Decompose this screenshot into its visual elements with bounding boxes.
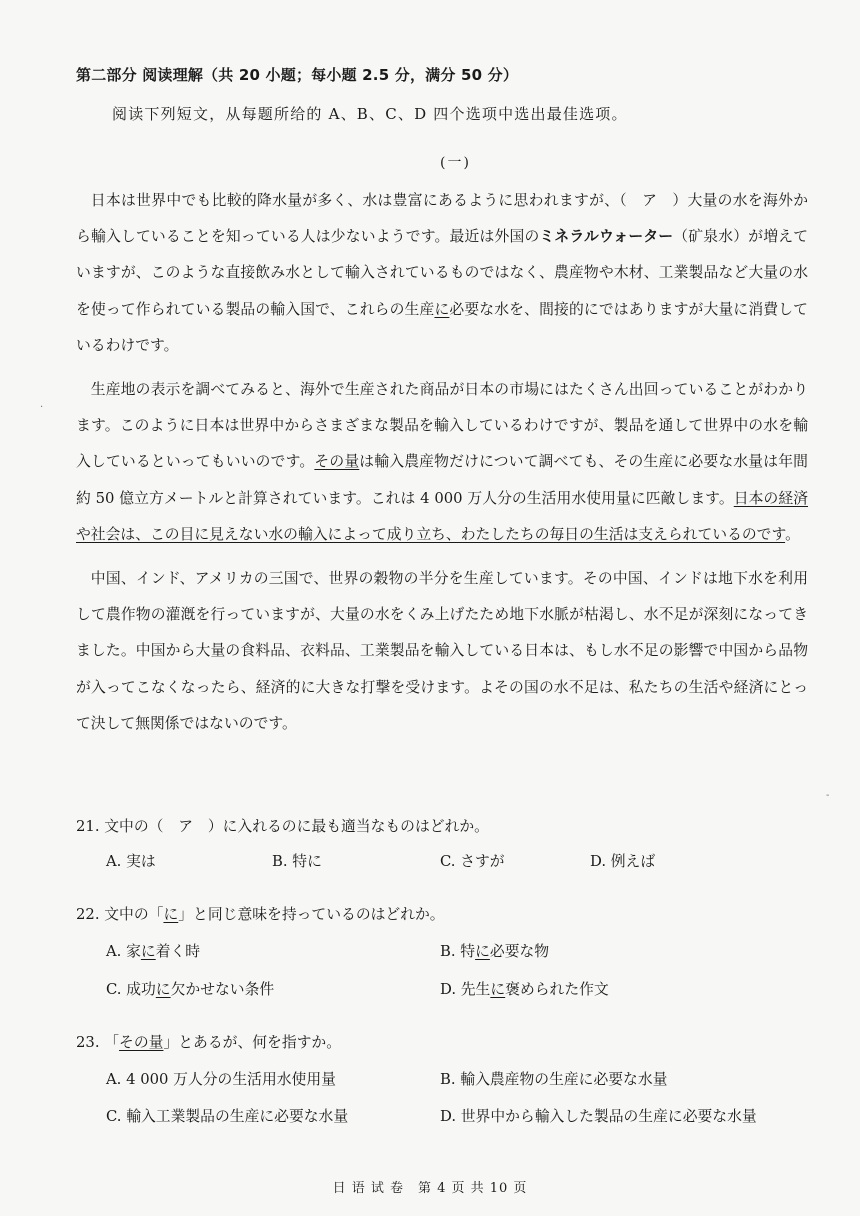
q21-option-b[interactable]: B. 特に: [272, 853, 322, 870]
section-title: 第二部分 阅读理解（共 20 小题；每小题 2.5 分，满分 50 分）: [76, 66, 519, 84]
mineral-water-term: ミネラルウォーター: [539, 228, 674, 246]
q21-option-d[interactable]: D. 例えば: [590, 853, 656, 870]
scan-speck: ·: [40, 402, 44, 413]
underlined-sono-ryou: その量: [314, 453, 360, 471]
underlined-ni: に: [434, 300, 450, 318]
underlined-sentence: 日本の経済や社会は、この目に見えない水の輸入によって成り立ち、わたしたちの毎日の生活は支えられているのです: [76, 489, 808, 543]
q23-option-a[interactable]: A. 4 000 万人分の生活用水使用量: [106, 1071, 336, 1088]
q23-option-d[interactable]: D. 世界中から輸入した製品の生産に必要な水量: [440, 1108, 757, 1125]
q22-option-a[interactable]: A. 家に着く時: [106, 943, 201, 960]
question-21-stem: 21. 文中の（ ア ）に入れるのに最も適当なものはどれか。: [76, 818, 489, 835]
question-23: [76, 1031, 341, 1052]
question-22: [76, 903, 445, 924]
passage-paragraph-1: 日本は世界中でも比較的降水量が多く、水は豊富にあるように思われますが、（ ア ）大量の水を海外から輸入していることを知っている人は少ないようです。最近は外国のミネラルウォーター（矿泉水）が増えていますが、このような直接飲み水として輸入されているものではなく、農産物や木材、工業製品など大量の水を使って作られている製品の輸入国で、これらの生産に必要な水を、間接的にではありますが大量に消費しているわけです。: [76, 192, 808, 354]
q22-option-d[interactable]: D. 先生に褒められた作文: [440, 981, 609, 998]
reading-passage: [76, 183, 808, 750]
q21-option-a[interactable]: A. 実は: [106, 853, 156, 870]
question-21: [76, 815, 489, 836]
page-footer: 日 语 试 卷 第 4 页 共 10 页: [332, 1181, 528, 1196]
passage-paragraph-2: 生産地の表示を調べてみると、海外で生産された商品が日本の市場にはたくさん出回っていることがわかります。このように日本は世界中からさまざまな製品を輸入しているわけですが、製品を通して世界中の水を輸入しているといってもいいのです。その量は輸入農産物だけについて調べても、その生産に必要な水量は年間約 50 億立方メートルと計算されています。これは 4 000 万人分の生活用水使用量に匹敵します。日本の経済や社会は、この目に見えない水の輸入によって成り立ち、わたしたちの毎日の生活は支えられているのです。: [76, 381, 808, 543]
q22-option-c[interactable]: C. 成功に欠かせない条件: [106, 981, 275, 998]
q23-option-b[interactable]: B. 輸入農産物の生産に必要な水量: [440, 1071, 668, 1088]
instructions: 阅读下列短文，从每题所给的 A、B、C、D 四个选项中选出最佳选项。: [112, 105, 628, 123]
scan-mark: ‐: [826, 790, 830, 801]
question-23-stem: 23. 「その量」とあるが、何を指すか。: [76, 1034, 342, 1051]
passage-number: (一): [440, 155, 471, 171]
q23-option-c[interactable]: C. 輸入工業製品の生産に必要な水量: [106, 1108, 349, 1125]
question-22-stem: 22. 文中の「に」と同じ意味を持っているのはどれか。: [76, 906, 445, 923]
passage-paragraph-3: 中国、インド、アメリカの三国で、世界の穀物の半分を生産しています。その中国、インドは地下水を利用して農作物の灌漑を行っていますが、大量の水をくみ上げたため地下水脈が枯渇し、水不足が深刻になってきました。中国から大量の食料品、衣料品、工業製品を輸入している日本は、もし水不足の影響で中国から品物が入ってこなくなったら、経済的に大きな打撃を受けます。よその国の水不足は、私たちの生活や経済にとって決して無関係ではないのです。: [76, 570, 808, 732]
q22-option-b[interactable]: B. 特に必要な物: [440, 943, 550, 960]
q21-option-c[interactable]: C. さすが: [440, 853, 505, 870]
